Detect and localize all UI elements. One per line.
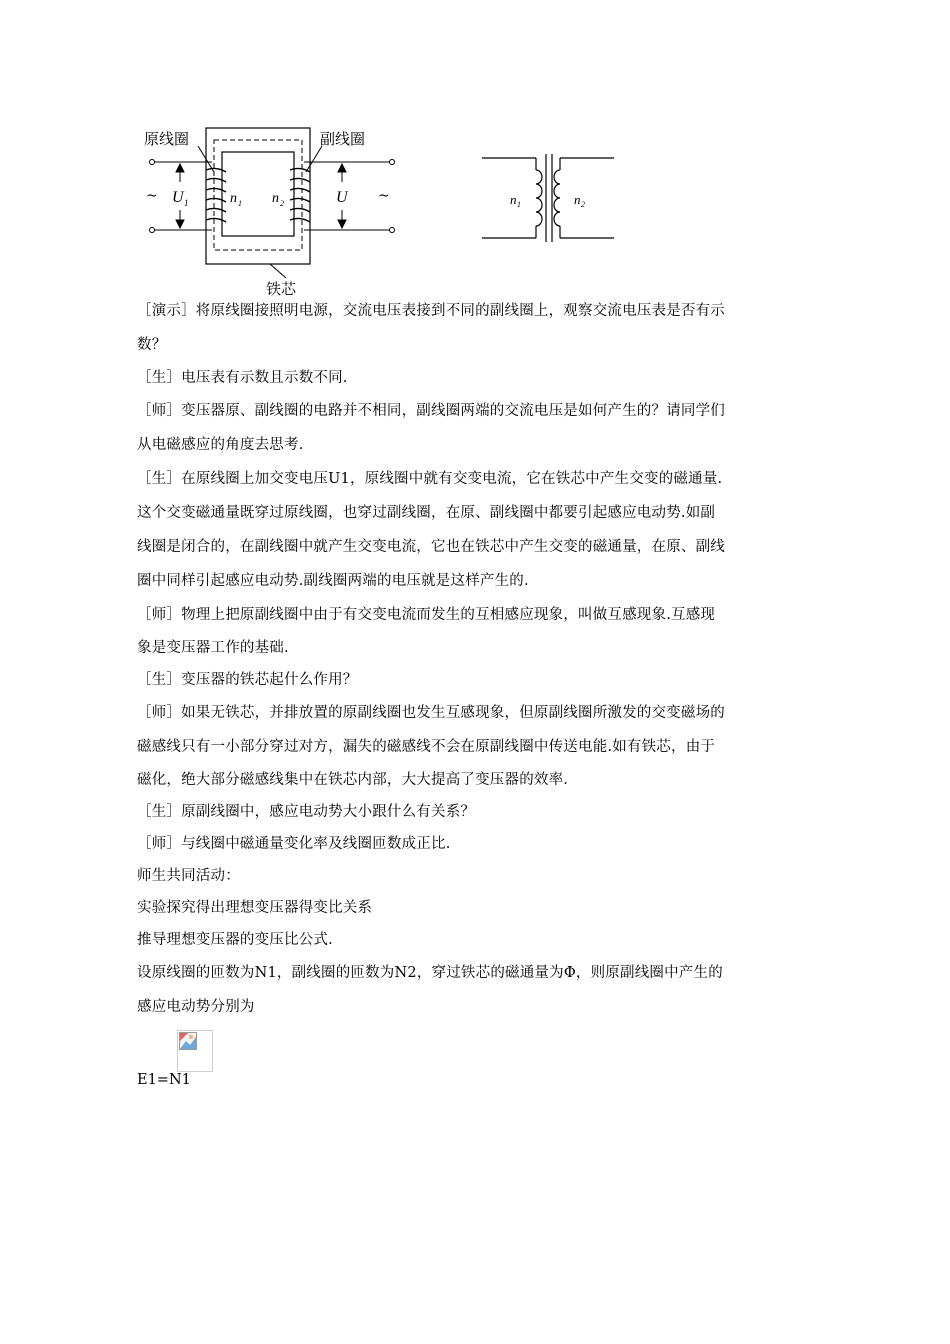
ac-symbol-right: ~ [378,188,390,204]
terminal-s1 [390,160,395,165]
document-body [137,294,827,1090]
paragraph-line: ［师］与线圈中磁通量变化率及线圈匝数成正比. [137,836,451,852]
paragraph-line: 师生共同活动： [137,868,240,884]
symbol-n2: n [272,191,279,206]
schematic-n1: n [510,192,517,207]
paragraph-line: 这个交变磁通量既穿过原线圈，也穿过副线圈，在原、副线圈中都要引起感应电动势.如副 [137,505,716,521]
schematic-n2-sub: 2 [581,200,585,209]
paragraph-line: 圈中同样引起感应电动势.副线圈两端的电压就是这样产生的. [137,573,529,589]
transformer-diagram [140,122,620,302]
secondary-coil [290,168,310,222]
primary-coil [206,168,226,222]
paragraph-line: ［生］变压器的铁芯起什么作用？ [137,672,358,688]
ac-symbol-left: ~ [146,188,158,204]
symbol-n2-sub: 2 [280,199,284,208]
paragraph-line: ［师］物理上把原副线圈中由于有交变电流而发生的互相感应现象，叫做互感现象.互感现 [137,607,716,623]
paragraph-line: 线圈是闭合的，在副线圈中就产生交变电流，它也在铁芯中产生交变的磁通量，在原、副线 [137,539,725,555]
paragraph-line: ［生］原副线圈中，感应电动势大小跟什么有关系？ [137,804,476,820]
broken-image-icon [177,1030,213,1072]
transformer-schematic [482,154,614,242]
transformer-figure [140,122,620,302]
paragraph-line: ［师］如果无铁芯，并排放置的原副线圈也发生互感现象，但原副线圈所激发的交变磁场的 [137,705,725,721]
paragraph-line: 磁化，绝大部分磁感线集中在铁芯内部，大大提高了变压器的效率. [137,772,569,788]
paragraph-line: 数？ [137,337,167,353]
paragraph-line: ［生］电压表有示数且示数不同. [137,370,348,386]
equation-label: E1=N1 [137,1072,191,1088]
terminal-s2 [390,228,395,233]
flux-path [214,140,302,250]
symbol-n1: n [230,191,237,206]
label-core: 铁芯 [266,280,297,298]
symbol-u1: U [172,189,184,206]
secondary-pointer [306,146,322,172]
paragraph-line: 感应电动势分别为 [137,999,255,1015]
paragraph-line: 设原线圈的匝数为N1，副线圈的匝数为N2，穿过铁芯的磁通量为Φ，则原副线圈中产生的 [137,965,723,981]
paragraph-line: ［师］变压器原、副线圈的电路并不相同，副线圈两端的交流电压是如何产生的？请同学们 [137,403,725,419]
paragraph-line: ［演示］将原线圈接照明电源，交流电压表接到不同的副线圈上，观察交流电压表是否有示 [137,303,725,319]
terminal-p1 [150,160,155,165]
schematic-n2: n [574,192,581,207]
label-primary: 原线圈 [144,130,190,148]
equation-line [137,1030,827,1090]
paragraph-line: 磁感线只有一小部分穿过对方，漏失的磁感线不会在原副线圈中传送电能.如有铁芯，由于 [137,739,716,755]
paragraph-line: 从电磁感应的角度去思考. [137,437,304,453]
symbol-u1-sub: 1 [184,198,189,208]
paragraph-line: 实验探究得出理想变压器得变比关系 [137,900,373,916]
schematic-n1-sub: 1 [517,200,521,209]
paragraph-line: ［生］在原线圈上加交变电压U1，原线圈中就有交变电流，它在铁芯中产生交变的磁通量. [137,471,723,487]
paragraph-line: 象是变压器工作的基础. [137,640,289,656]
symbol-n1-sub: 1 [238,199,242,208]
core-pointer [270,264,286,278]
paragraph-line: 推导理想变压器的变压比公式. [137,932,333,948]
label-secondary: 副线圈 [320,130,366,148]
terminal-p2 [150,228,155,233]
symbol-u: U [336,189,348,206]
